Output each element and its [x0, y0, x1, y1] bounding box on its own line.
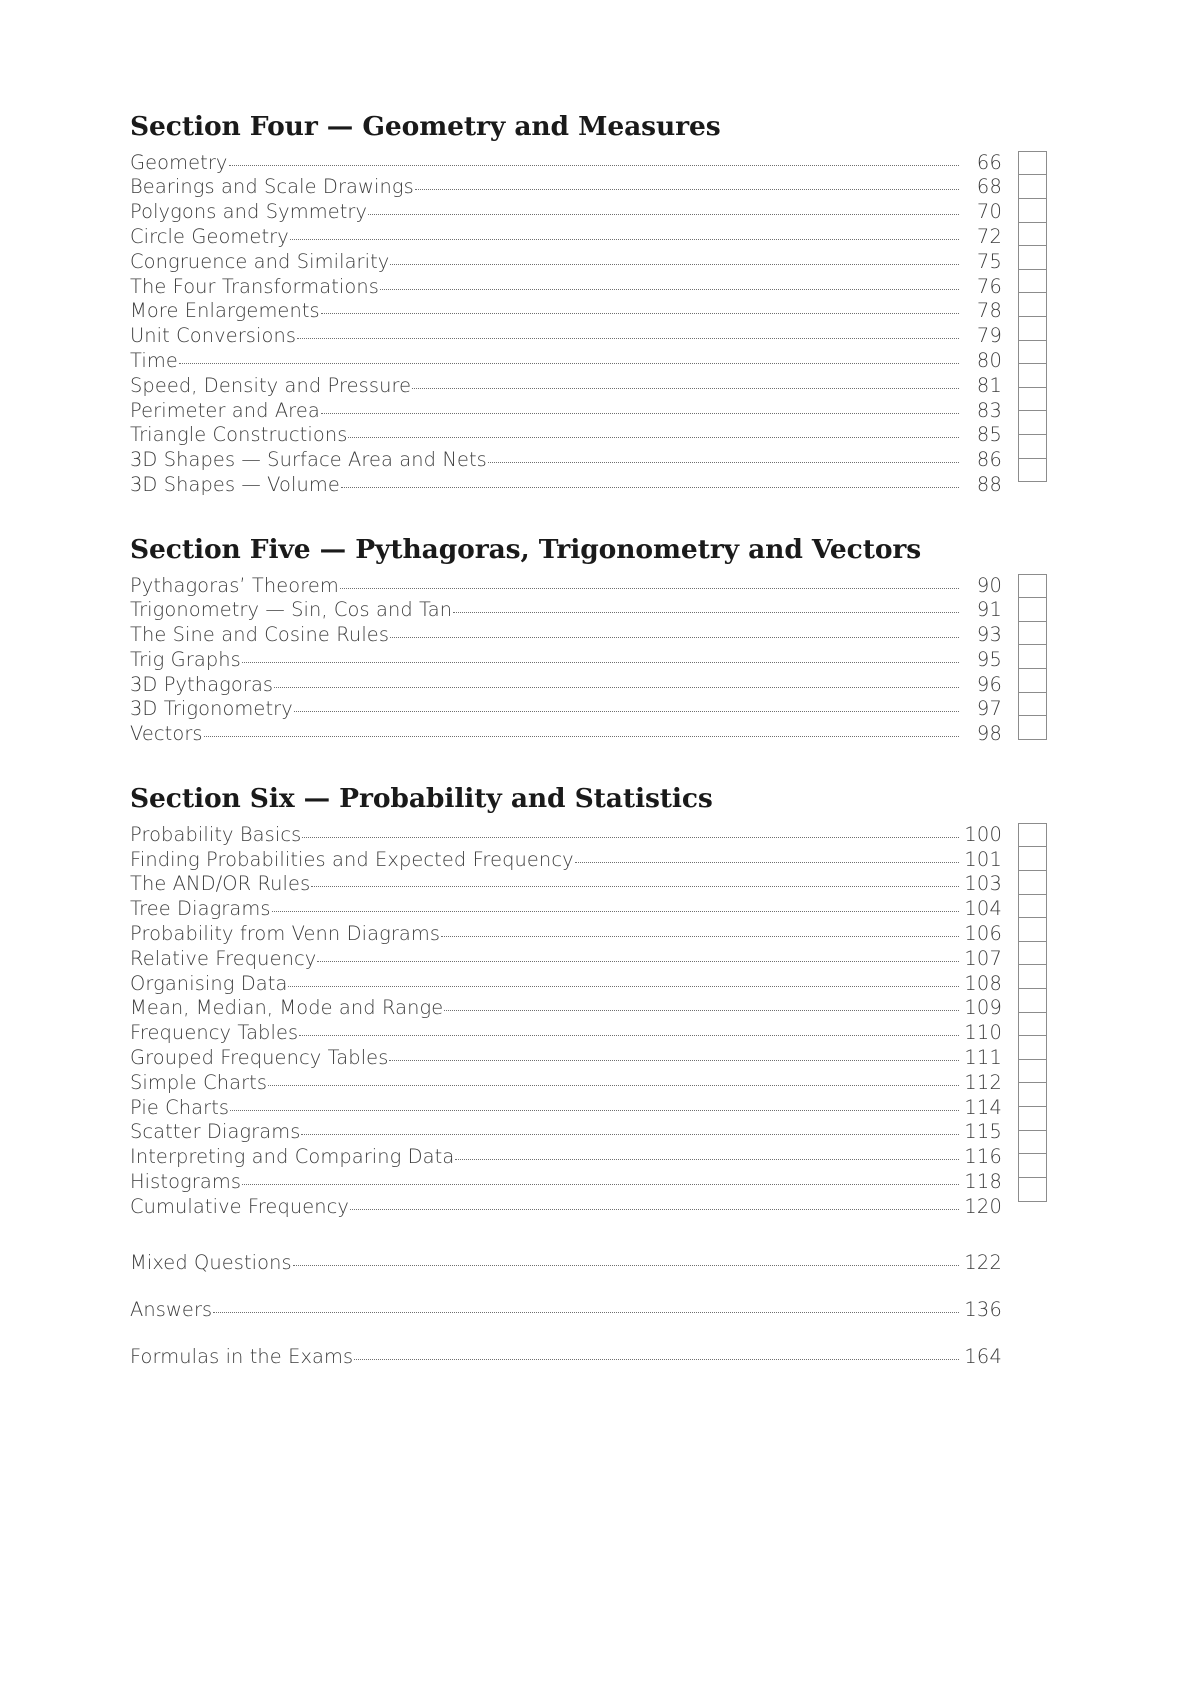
toc-row[interactable] — [130, 324, 1002, 349]
toc-entry-page: 114 — [964, 1095, 1002, 1119]
toc-entry-page: 91 — [976, 598, 1002, 622]
toc-entry-page: 66 — [976, 150, 1002, 174]
progress-checkbox[interactable] — [1018, 410, 1047, 435]
leader-dots — [311, 885, 959, 887]
toc-entry-page: 80 — [976, 349, 1002, 373]
leader-dots — [302, 836, 959, 838]
toc-row[interactable] — [130, 848, 1002, 873]
tail-entry-group — [130, 1297, 1002, 1322]
progress-checkbox[interactable] — [1018, 692, 1047, 717]
toc-row[interactable] — [130, 574, 1002, 599]
toc-row[interactable] — [130, 1021, 1002, 1046]
leader-dots — [204, 735, 959, 737]
leader-dots — [390, 636, 959, 638]
leader-dots — [390, 263, 959, 265]
toc-entry-page: 116 — [964, 1145, 1002, 1169]
leader-dots — [274, 686, 959, 688]
toc-entry-page: 118 — [964, 1169, 1002, 1193]
progress-checkbox[interactable] — [1018, 198, 1047, 223]
progress-checkbox[interactable] — [1018, 363, 1047, 388]
toc-entry-page: 101 — [964, 847, 1002, 871]
toc-entry-page: 95 — [976, 647, 1002, 671]
toc-entry-page: 164 — [964, 1344, 1002, 1368]
toc-row[interactable] — [130, 349, 1002, 374]
progress-checkbox[interactable] — [1018, 316, 1047, 341]
progress-checkbox[interactable] — [1018, 434, 1047, 459]
toc-row[interactable] — [130, 275, 1002, 300]
progress-checkbox[interactable] — [1018, 621, 1047, 646]
toc-entry-title: Polygons and Symmetry — [130, 200, 368, 224]
progress-checkbox[interactable] — [1018, 988, 1047, 1013]
toc-entry-title: Tree Diagrams — [130, 897, 271, 921]
progress-checkbox[interactable] — [1018, 245, 1047, 270]
progress-checkbox[interactable] — [1018, 1153, 1047, 1178]
toc-entry-page: 79 — [976, 324, 1002, 348]
leader-dots — [213, 1311, 959, 1313]
toc-row[interactable] — [130, 697, 1002, 722]
checkbox-column-five — [1018, 574, 1048, 740]
progress-checkbox[interactable] — [1018, 1035, 1047, 1060]
toc-row[interactable] — [130, 1170, 1002, 1195]
toc-row[interactable] — [130, 399, 1002, 424]
leader-dots — [301, 1133, 959, 1135]
section-heading-four: Section Four — Geometry and Measures — [130, 111, 721, 142]
progress-checkbox[interactable] — [1018, 917, 1047, 942]
toc-row[interactable] — [130, 175, 1002, 200]
toc-entry-page: 112 — [964, 1070, 1002, 1094]
checkbox-column-four — [1018, 151, 1048, 483]
toc-entry-title: Formulas in the Exams — [130, 1344, 354, 1368]
leader-dots — [444, 1009, 959, 1011]
section-six-entries — [130, 823, 1002, 1220]
toc-entry-title: The Sine and Cosine Rules — [130, 623, 390, 647]
toc-entry-page: 103 — [964, 872, 1002, 896]
toc-entry-title: More Enlargements — [130, 299, 320, 323]
section-heading-six: Section Six — Probability and Statistics — [130, 783, 713, 815]
toc-entry-page: 75 — [976, 249, 1002, 273]
toc-entry-page: 88 — [976, 473, 1002, 497]
toc-row[interactable] — [130, 423, 1002, 448]
toc-entry-title: Scatter Diagrams — [130, 1120, 301, 1144]
toc-row[interactable] — [130, 473, 1002, 498]
toc-entry-page: 85 — [976, 423, 1002, 447]
toc-entry-page: 96 — [976, 672, 1002, 696]
section-block-four — [130, 112, 1002, 498]
toc-entry-page: 100 — [964, 822, 1002, 846]
progress-checkbox[interactable] — [1018, 174, 1047, 199]
toc-row[interactable] — [130, 448, 1002, 473]
leader-dots — [453, 611, 959, 613]
leader-dots — [290, 238, 959, 240]
toc-entry-title: 3D Trigonometry — [130, 697, 293, 721]
toc-entry-page: 81 — [976, 373, 1002, 397]
toc-entry-title: Bearings and Scale Drawings — [130, 175, 414, 199]
progress-checkbox[interactable] — [1018, 151, 1047, 176]
progress-checkbox[interactable] — [1018, 597, 1047, 622]
leader-dots — [299, 1034, 959, 1036]
toc-row[interactable] — [130, 151, 1002, 176]
toc-row[interactable] — [130, 722, 1002, 747]
toc-row[interactable] — [130, 1071, 1002, 1096]
leader-dots — [272, 910, 959, 912]
toc-entry-title: Simple Charts — [130, 1070, 268, 1094]
toc-entry-title: Circle Geometry — [130, 225, 289, 249]
toc-entry-title: Speed, Density and Pressure — [130, 373, 412, 397]
leader-dots — [242, 1183, 959, 1185]
progress-checkbox[interactable] — [1018, 870, 1047, 895]
progress-checkbox[interactable] — [1018, 715, 1047, 740]
toc-row[interactable] — [130, 922, 1002, 947]
toc-entry-title: Organising Data — [130, 971, 288, 995]
leader-dots — [348, 436, 959, 438]
leader-dots — [179, 362, 959, 364]
progress-checkbox[interactable] — [1018, 823, 1047, 848]
toc-entry-page: 109 — [964, 996, 1002, 1020]
toc-entry-title: Pie Charts — [130, 1095, 230, 1119]
toc-entry-page: 68 — [976, 175, 1002, 199]
tail-entry-group — [130, 1344, 1002, 1369]
toc-entry-title: Frequency Tables — [130, 1021, 299, 1045]
progress-checkbox[interactable] — [1018, 1059, 1047, 1084]
toc-row[interactable] — [130, 996, 1002, 1021]
leader-dots — [575, 861, 959, 863]
leader-dots — [368, 213, 959, 215]
progress-checkbox[interactable] — [1018, 269, 1047, 294]
leader-dots — [389, 1059, 959, 1061]
toc-row[interactable] — [130, 1145, 1002, 1170]
toc-row[interactable] — [130, 947, 1002, 972]
toc-row[interactable] — [130, 1344, 1002, 1369]
section-five-entries — [130, 574, 1002, 748]
leader-dots — [341, 486, 959, 488]
progress-checkbox[interactable] — [1018, 644, 1047, 669]
leader-dots — [242, 661, 959, 663]
toc-row[interactable] — [130, 1195, 1002, 1220]
toc-entry-page: 83 — [976, 398, 1002, 422]
leader-dots — [288, 985, 959, 987]
leader-dots — [488, 461, 959, 463]
section-four-entries — [130, 151, 1002, 498]
progress-checkbox[interactable] — [1018, 1012, 1047, 1037]
tail-entries — [130, 1250, 1002, 1369]
leader-dots — [412, 387, 959, 389]
toc-entry-title: Histograms — [130, 1169, 242, 1193]
leader-dots — [230, 1109, 959, 1111]
toc-row[interactable] — [130, 823, 1002, 848]
leader-dots — [297, 337, 959, 339]
progress-checkbox[interactable] — [1018, 1106, 1047, 1131]
toc-content — [130, 112, 1002, 1369]
toc-entry-page: 97 — [976, 697, 1002, 721]
toc-entry-page: 72 — [976, 225, 1002, 249]
toc-entry-title: The Four Transformations — [130, 274, 379, 298]
progress-checkbox[interactable] — [1018, 1082, 1047, 1107]
toc-row[interactable] — [130, 1297, 1002, 1322]
progress-checkbox[interactable] — [1018, 894, 1047, 919]
leader-dots — [321, 312, 959, 314]
toc-row[interactable] — [130, 897, 1002, 922]
toc-entry-page: 115 — [964, 1120, 1002, 1144]
toc-row[interactable] — [130, 1120, 1002, 1145]
toc-entry-page: 120 — [964, 1194, 1002, 1218]
toc-row[interactable] — [130, 872, 1002, 897]
progress-checkbox[interactable] — [1018, 387, 1047, 412]
progress-checkbox[interactable] — [1018, 1130, 1047, 1155]
toc-entry-title: The AND/OR Rules — [130, 872, 311, 896]
toc-entry-title: Trig Graphs — [130, 647, 241, 671]
toc-entry-title: Perimeter and Area — [130, 398, 320, 422]
toc-entry-page: 98 — [976, 722, 1002, 746]
progress-checkbox[interactable] — [1018, 964, 1047, 989]
toc-entry-title: Unit Conversions — [130, 324, 297, 348]
toc-entry-title: Pythagoras’ Theorem — [130, 573, 339, 597]
toc-entry-page: 93 — [976, 623, 1002, 647]
toc-row[interactable] — [130, 598, 1002, 623]
leader-dots — [415, 188, 959, 190]
leader-dots — [455, 1158, 959, 1160]
toc-entry-title: Triangle Constructions — [130, 423, 348, 447]
toc-entry-title: Answers — [130, 1297, 213, 1321]
toc-row[interactable] — [130, 250, 1002, 275]
leader-dots — [268, 1084, 959, 1086]
toc-entry-page: 86 — [976, 448, 1002, 472]
toc-row[interactable] — [130, 972, 1002, 997]
toc-entry-title: 3D Shapes — Surface Area and Nets — [130, 448, 487, 472]
progress-checkbox[interactable] — [1018, 1177, 1047, 1202]
toc-entry-title: Geometry — [130, 150, 228, 174]
toc-row[interactable] — [130, 374, 1002, 399]
toc-entry-title: Trigonometry — Sin, Cos and Tan — [130, 598, 453, 622]
toc-row[interactable] — [130, 299, 1002, 324]
leader-dots — [350, 1208, 959, 1210]
toc-entry-title: Vectors — [130, 722, 203, 746]
toc-entry-page: 107 — [964, 946, 1002, 970]
toc-entry-page: 111 — [964, 1045, 1002, 1069]
progress-checkbox[interactable] — [1018, 292, 1047, 317]
toc-entry-page: 106 — [964, 921, 1002, 945]
toc-entry-page: 70 — [976, 200, 1002, 224]
tail-entry-group — [130, 1250, 1002, 1275]
toc-entry-title: Grouped Frequency Tables — [130, 1045, 389, 1069]
toc-entry-title: Congruence and Similarity — [130, 249, 390, 273]
toc-entry-page: 104 — [964, 897, 1002, 921]
toc-entry-title: Mixed Questions — [130, 1250, 292, 1274]
toc-row[interactable] — [130, 1096, 1002, 1121]
leader-dots — [380, 288, 959, 290]
toc-entry-title: Probability from Venn Diagrams — [130, 921, 441, 945]
toc-entry-title: 3D Pythagoras — [130, 672, 274, 696]
section-block-five — [130, 535, 1002, 747]
toc-entry-title: Relative Frequency — [130, 946, 317, 970]
toc-entry-title: Cumulative Frequency — [130, 1194, 350, 1218]
toc-row[interactable] — [130, 648, 1002, 673]
toc-entry-page: 90 — [976, 573, 1002, 597]
section-heading-five: Section Five — Pythagoras, Trigonometry and Vectors — [130, 533, 922, 565]
toc-entry-title: Probability Basics — [130, 822, 302, 846]
checkbox-column-six — [1018, 823, 1048, 1202]
toc-entry-title: Finding Probabilities and Expected Frequency — [130, 847, 574, 871]
progress-checkbox[interactable] — [1018, 668, 1047, 693]
progress-checkbox[interactable] — [1018, 941, 1047, 966]
leader-dots — [293, 1264, 959, 1266]
leader-dots — [340, 587, 959, 589]
section-block-six — [130, 784, 1002, 1219]
leader-dots — [317, 960, 959, 962]
toc-entry-page: 78 — [976, 299, 1002, 323]
progress-checkbox[interactable] — [1018, 458, 1047, 483]
toc-row[interactable] — [130, 1046, 1002, 1071]
leader-dots — [229, 164, 960, 166]
toc-entry-title: Mean, Median, Mode and Range — [130, 996, 444, 1020]
toc-entry-page: 122 — [964, 1250, 1002, 1274]
leader-dots — [354, 1358, 959, 1360]
progress-checkbox[interactable] — [1018, 222, 1047, 247]
toc-entry-page: 76 — [976, 274, 1002, 298]
toc-entry-page: 110 — [964, 1021, 1002, 1045]
toc-entry-title: Time — [130, 349, 178, 373]
toc-row[interactable] — [130, 200, 1002, 225]
progress-checkbox[interactable] — [1018, 340, 1047, 365]
leader-dots — [441, 935, 959, 937]
progress-checkbox[interactable] — [1018, 846, 1047, 871]
toc-row[interactable] — [130, 225, 1002, 250]
toc-entry-page: 136 — [964, 1297, 1002, 1321]
toc-entry-title: 3D Shapes — Volume — [130, 473, 340, 497]
toc-entry-page: 108 — [964, 971, 1002, 995]
toc-entry-title: Interpreting and Comparing Data — [130, 1145, 455, 1169]
toc-row[interactable] — [130, 673, 1002, 698]
toc-row[interactable] — [130, 623, 1002, 648]
leader-dots — [321, 412, 959, 414]
progress-checkbox[interactable] — [1018, 574, 1047, 599]
toc-row[interactable] — [130, 1250, 1002, 1275]
leader-dots — [294, 710, 959, 712]
